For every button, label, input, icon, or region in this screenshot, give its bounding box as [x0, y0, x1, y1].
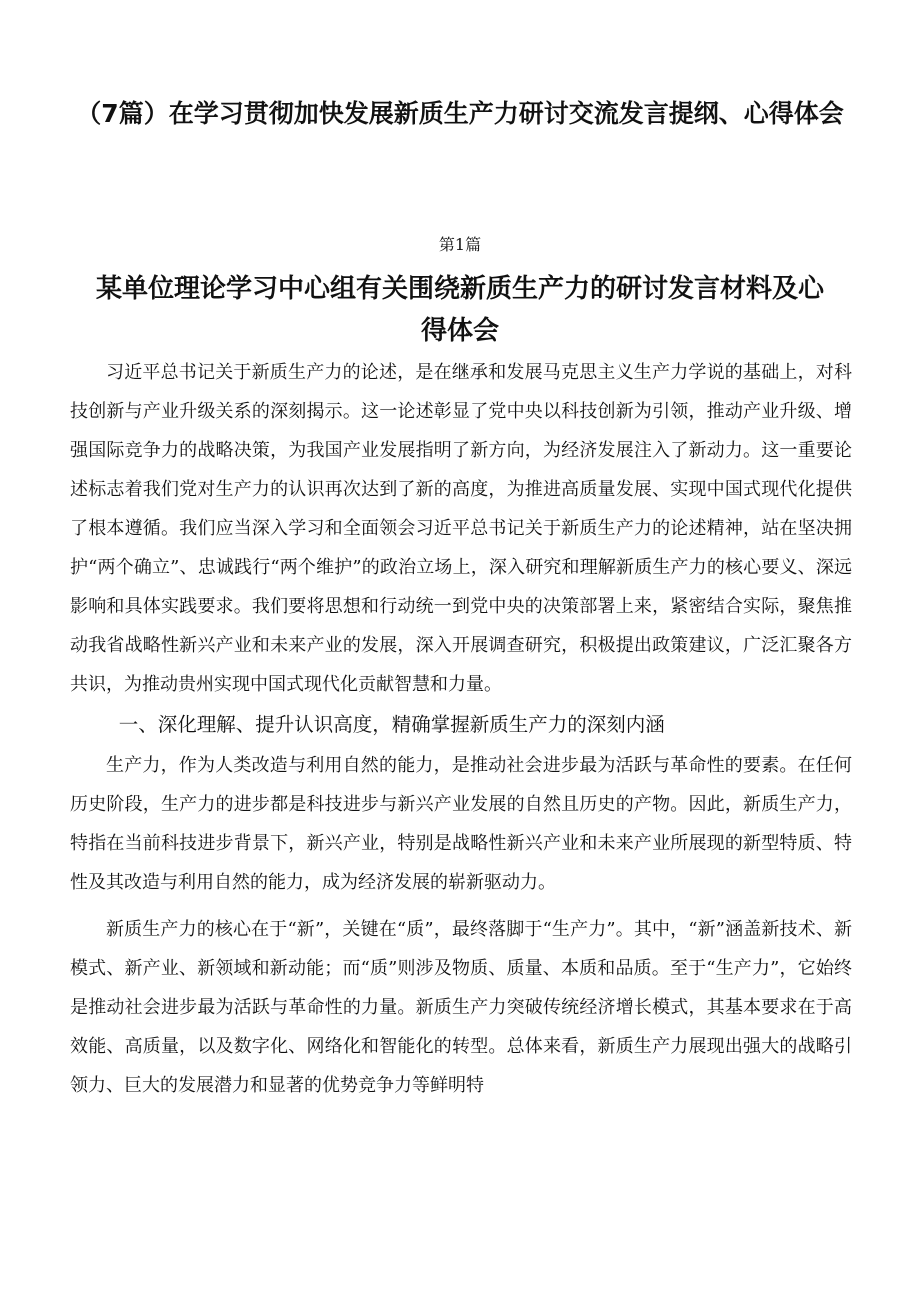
document-body [70, 353, 852, 1105]
paragraph: 生产力，作为人类改造与利用自然的能力，是推动社会进步最为活跃与革命性的要素。在任何历史阶段，生产力的进步都是科技进步与新兴产业发展的自然且历史的产物。因此，新质生产力，特指在当前科技进步背景下，新兴产业，特别是战略性新兴产业和未来产业所展现的新型特质、特性及其改造与利用自然的能力，成为经济发展的崭新驱动力。 [70, 755, 852, 893]
section-label: 第1篇 [438, 235, 482, 254]
article-title: 某单位理论学习中心组有关围绕新质生产力的研讨发言材料及心得体会 [95, 274, 824, 346]
document-title: （7篇）在学习贯彻加快发展新质生产力研讨交流发言提纲、心得体会 [76, 99, 844, 128]
section-heading: 一、深化理解、提升认识高度，精确掌握新质生产力的深刻内涵 [118, 713, 665, 736]
paragraph: 习近平总书记关于新质生产力的论述，是在继承和发展马克思主义生产力学说的基础上，对科技创新与产业升级关系的深刻揭示。这一论述彰显了党中央以科技创新为引领，推动产业升级、增强国际竞争力的战略决策，为我国产业发展指明了新方向，为经济发展注入了新动力。这一重要论述标志着我们党对生产力的认识再次达到了新的高度，为推进高质量发展、实现中国式现代化提供了根本遵循。我们应当深入学习和全面领会习近平总书记关于新质生产力的论述精神，站在坚决拥护“两个确立”、忠诚践行“两个维护”的政治立场上，深入研究和理解新质生产力的核心要义、深远影响和具体实践要求。我们要将思想和行动统一到党中央的决策部署上来，紧密结合实际，聚焦推动我省战略性新兴产业和未来产业的发展，深入开展调查研究，积极提出政策建议，广泛汇聚各方共识，为推动贵州实现中国式现代化贡献智慧和力量。 [70, 362, 852, 695]
paragraph: 新质生产力的核心在于“新”，关键在“质”，最终落脚于“生产力”。其中，“新”涵盖新技术、新模式、新产业、新领域和新动能；而“质”则涉及物质、质量、本质和品质。至于“生产力”，它始终是推动社会进步最为活跃与革命性的力量。新质生产力突破传统经济增长模式，其基本要求在于高效能、高质量，以及数字化、网络化和智能化的转型。总体来看，新质生产力展现出强大的战略引领力、巨大的发展潜力和显著的优势竞争力等鲜明特 [70, 919, 852, 1096]
